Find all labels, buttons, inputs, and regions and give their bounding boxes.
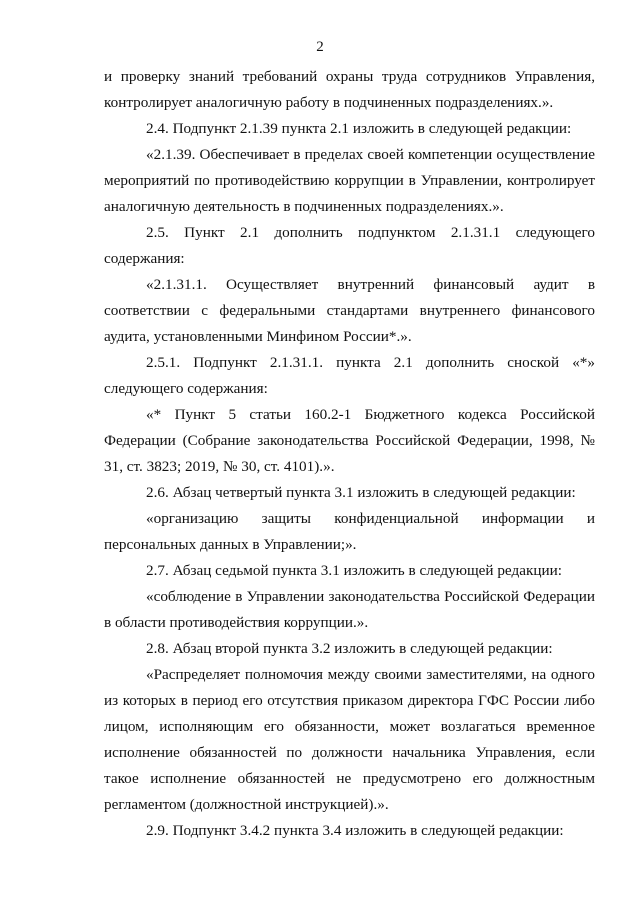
paragraph-12: 2.8. Абзац второй пункта 3.2 изложить в следующей редакции: (146, 640, 553, 657)
document-body (104, 64, 595, 844)
paragraph-10: 2.7. Абзац седьмой пункта 3.1 изложить в следующей редакции: (146, 562, 562, 579)
paragraph-8: 2.6. Абзац четвертый пункта 3.1 изложить в следующей редакции: (146, 484, 576, 501)
paragraph-13: «Распределяет полномочия между своими заместителями, на одного из которых в период его отсутствия приказом директора ГФС России либо лицом, исполняющим его обязанности, может возлагаться временное исполнение обязанностей по должности начальника Управления, если такое исполнение обязанностей не предусмотрено его должностным регламентом (должностной инструкцией).». (104, 666, 595, 813)
paragraph-7: «* Пункт 5 статьи 160.2-1 Бюджетного кодекса Российской Федерации (Собрание законодательства Российской Федерации, 1998, № 31, ст. 3823; 2019, № 30, ст. 4101).». (104, 406, 595, 475)
paragraph-4: 2.5. Пункт 2.1 дополнить подпунктом 2.1.31.1 следующего содержания: (104, 224, 595, 267)
paragraph-1: и проверку знаний требований охраны труда сотрудников Управления, контролирует аналогичную работу в подчиненных подразделениях.». (104, 68, 595, 111)
paragraph-5: «2.1.31.1. Осуществляет внутренний финансовый аудит в соответствии с федеральными стандартами внутреннего финансового аудита, установленными Минфином России*.». (104, 276, 595, 345)
paragraph-2: 2.4. Подпункт 2.1.39 пункта 2.1 изложить в следующей редакции: (146, 120, 572, 137)
paragraph-14: 2.9. Подпункт 3.4.2 пункта 3.4 изложить в следующей редакции: (146, 822, 564, 839)
page-number: 2 (316, 39, 324, 55)
paragraph-11: «соблюдение в Управлении законодательства Российской Федерации в области противодействия коррупции.». (104, 588, 595, 631)
paragraph-9: «организацию защиты конфиденциальной информации и персональных данных в Управлении;». (104, 510, 595, 553)
paragraph-6: 2.5.1. Подпункт 2.1.31.1. пункта 2.1 дополнить сноской «*» следующего содержания: (104, 354, 595, 397)
paragraph-3: «2.1.39. Обеспечивает в пределах своей компетенции осуществление мероприятий по противодействию коррупции в Управлении, контролирует аналогичную деятельность в подчиненных подразделениях.». (104, 146, 595, 215)
